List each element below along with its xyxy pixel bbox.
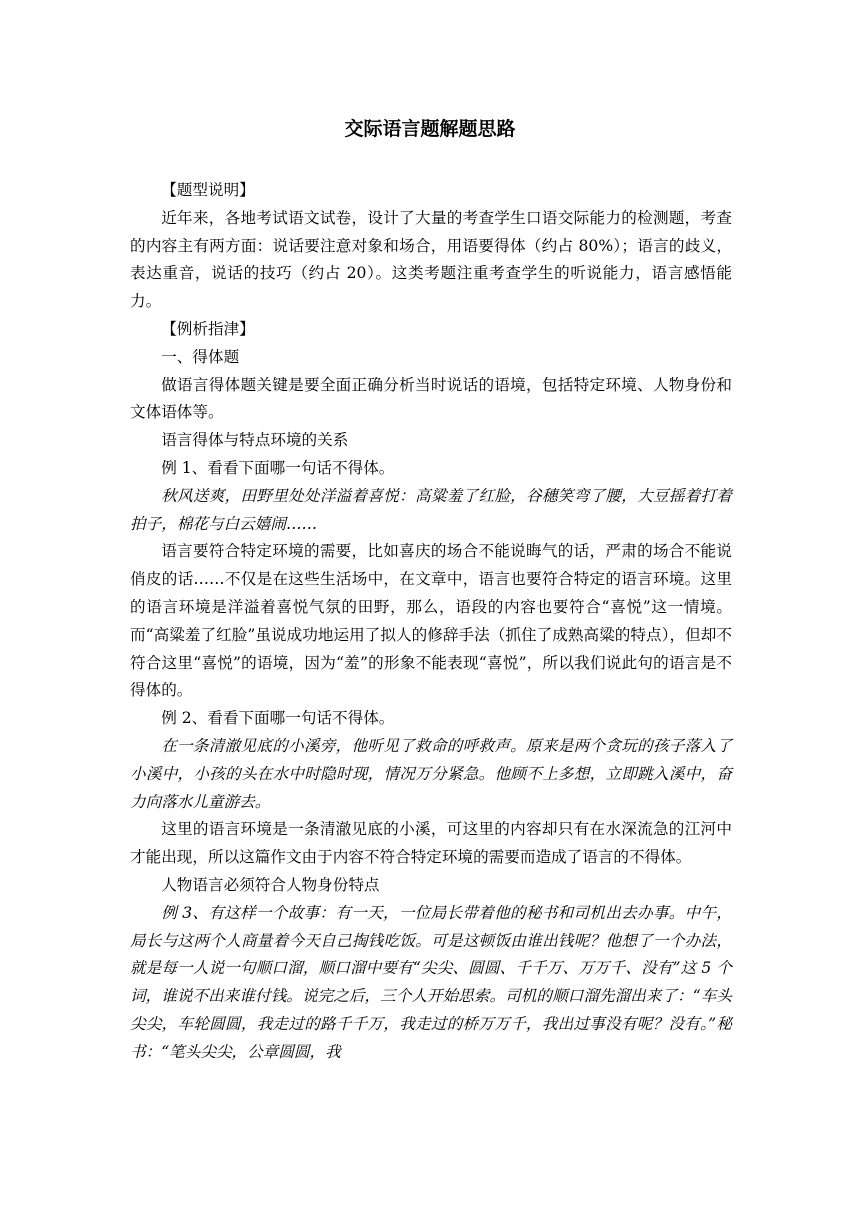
subheading-appropriateness: 一、得体题 [161,347,240,366]
example-2-quote: 在一条清澈见底的小溪旁，他听见了救命的呼救声。原来是两个贪玩的孩子落入了小溪中，小孩的头在水中时隐时现，情况万分紧急。他顾不上多想，立即跳入溪中，奋力向落水儿童游去。 [130,736,732,811]
example-1-analysis: 语言要符合特定环境的需要，比如喜庆的场合不能说晦气的话，严肃的场合不能说俏皮的话……不仅是在这些生活场中，在文章中，语言也要符合特定的语言环境。这里的语言环境是洋溢着喜悦气氛的田野，那么，语段的内容也要符合“喜悦”这一情境。而“高粱羞了红脸”虽说成功地运用了拟人的修辞手法（抓住了成熟高粱的特点），但却不符合这里“喜悦”的语境，因为“羞”的形象不能表现“喜悦”，所以我们说此句的语言是不得体的。 [130,542,732,700]
example-2-prompt: 例 2、看看下面哪一句话不得体。 [161,709,395,728]
document-body [130,177,732,1067]
subheading-identity: 人物语言必须符合人物身份特点 [161,875,380,894]
example-1-prompt: 例 1、看看下面哪一句话不得体。 [161,458,395,477]
example-2-analysis: 这里的语言环境是一条清澈见底的小溪，可这里的内容却只有在水深流急的江河中才能出现，所以这篇作文由于内容不符合特定环境的需要而造成了语言的不得体。 [130,820,732,867]
paragraph-intro: 近年来，各地考试语文试卷，设计了大量的考查学生口语交际能力的检测题，考查的内容主有两方面：说话要注意对象和场合，用语要得体（约占 80%）；语言的歧义，表达重音，说话的技巧（约占 20）。这类考题注重考查学生的听说能力，语言感悟能力。 [130,208,732,311]
section-heading-examples: 【例析指津】 [161,319,255,338]
page-title: 交际语言题解题思路 [344,118,516,140]
example-3-story: 例 3、有这样一个故事：有一天，一位局长带着他的秘书和司机出去办事。中午，局长与这两个人商量着今天自己掏钱吃饭。可是这顿饭由谁出钱呢？他想了一个办法，就是每一人说一句顺口溜，顺口溜中要有“尖尖、圆圆、千千万、万万千、没有”这 5 个词，谁说不出来谁付钱。说完之后，三个人开始思索。司机的顺口溜先溜出来了：“车头尖尖，车轮圆圆，我走过的路千千万，我走过的桥万万千，我出过事没有呢？没有。”秘书：“笔头尖尖，公章圆圆，我 [130,903,732,1061]
subheading-environment: 语言得体与特点环境的关系 [161,431,349,450]
paragraph-appropriateness-key: 做语言得体题关键是要全面正确分析当时说话的语境，包括特定环境、人物身份和文体语体等。 [130,375,732,422]
example-1-quote: 秋风送爽，田野里处处洋溢着喜悦：高粱羞了红脸，谷穗笑弯了腰，大豆摇着打着拍子，棉花与白云嬉闹…… [130,486,732,533]
section-heading-type-description: 【题型说明】 [161,181,255,199]
